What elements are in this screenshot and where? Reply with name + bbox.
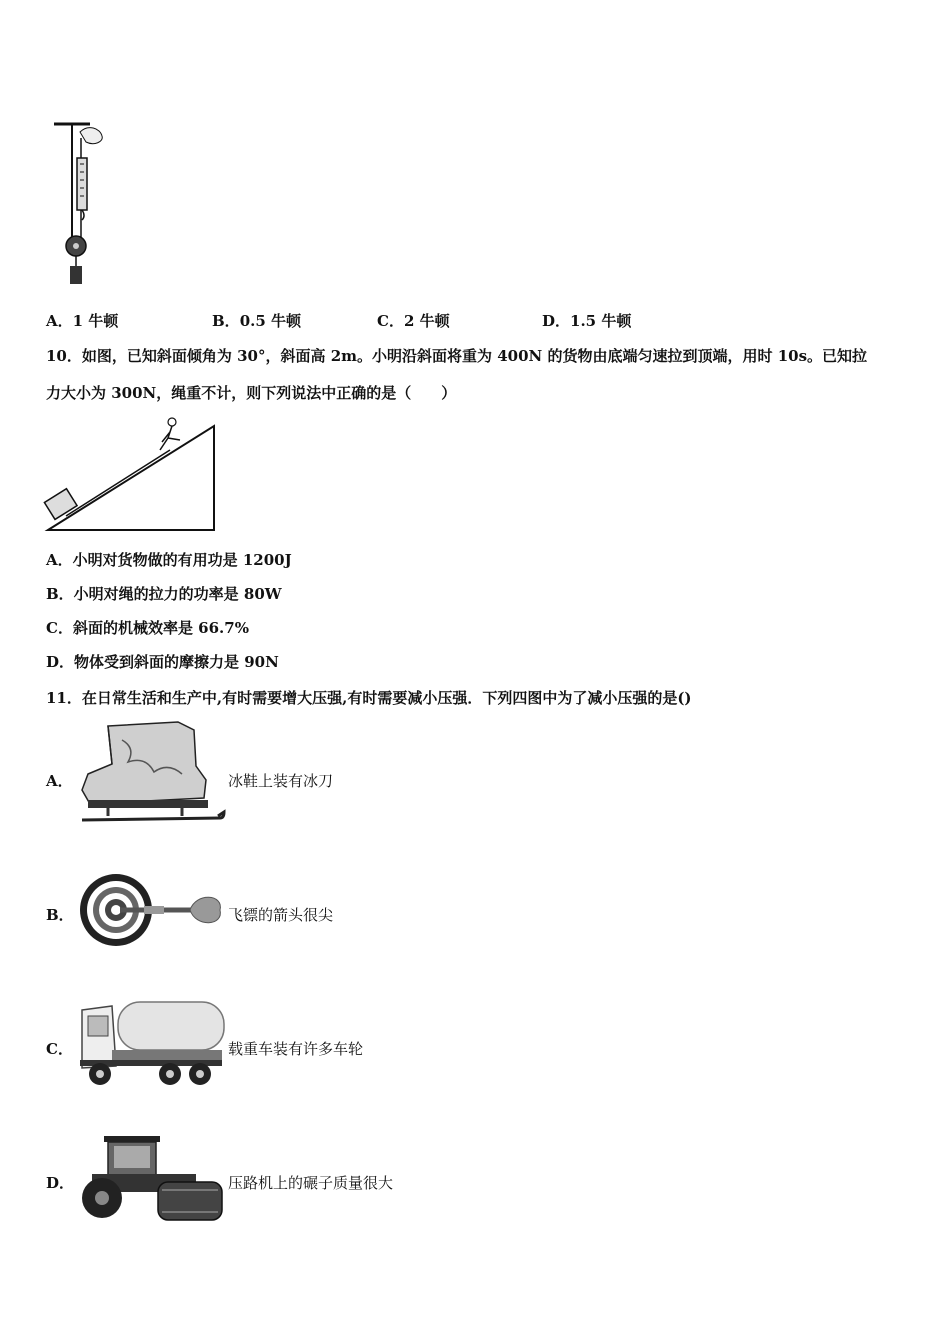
q10-option-b[interactable]: B．小明对绳的拉力的功率是 80W: [46, 585, 282, 603]
road-roller-icon: [78, 1130, 226, 1224]
q10-stem-line-1: 10．如图，已知斜面倾角为 30°，斜面高 2m。小明沿斜面将重为 400N 的货物由底端匀速拉到顶端，用时 10s。已知拉: [46, 347, 868, 365]
dart-target-icon: [78, 870, 226, 950]
q9-option-a-text: 1 牛顿: [72, 312, 119, 330]
q9-option-a-letter: A．: [46, 312, 73, 330]
q9-option-c[interactable]: [377, 311, 450, 331]
q9-option-d-letter: D．: [542, 312, 571, 330]
q10-option-d[interactable]: D．物体受到斜面的摩擦力是 90N: [46, 653, 279, 671]
q11-stem: 11．在日常生活和生产中,有时需要增大压强,有时需要减小压强．下列四图中为了减小压强的是(): [46, 689, 692, 707]
tank-truck-icon: [78, 996, 226, 1090]
pulley-spring-scale-figure: [50, 118, 120, 290]
q9-option-d-text: 1.5 牛顿: [570, 312, 632, 330]
q11-option-d-letter[interactable]: D．: [46, 1174, 75, 1192]
q11-option-b-text: 飞镖的箭头很尖: [228, 906, 334, 924]
q9-option-a[interactable]: [46, 311, 118, 331]
q11-option-c-text: 载重车装有许多车轮: [228, 1040, 364, 1058]
q11-option-b-letter[interactable]: B．: [46, 906, 74, 924]
q11-option-a-letter[interactable]: A．: [46, 772, 73, 790]
q11-option-d-text: 压路机上的碾子质量很大: [228, 1174, 394, 1192]
q11-option-c-letter[interactable]: C．: [46, 1040, 73, 1058]
q10-option-c[interactable]: C．斜面的机械效率是 66.7%: [46, 619, 249, 637]
q9-option-b-letter: B．: [212, 312, 240, 330]
q9-option-d[interactable]: [542, 311, 631, 331]
q10-stem-line-2: 力大小为 300N，绳重不计，则下列说法中正确的是（ ）: [46, 384, 457, 402]
inclined-plane-figure: [44, 412, 220, 536]
q9-option-b[interactable]: [212, 311, 301, 331]
q9-option-c-letter: C．: [377, 312, 404, 330]
q11-option-a-text: 冰鞋上装有冰刀: [228, 772, 334, 790]
q9-option-c-text: 2 牛顿: [403, 312, 450, 330]
q9-option-b-text: 0.5 牛顿: [239, 312, 302, 330]
q10-option-a[interactable]: A．小明对货物做的有用功是 1200J: [46, 551, 292, 569]
ice-skate-icon: [78, 720, 226, 832]
